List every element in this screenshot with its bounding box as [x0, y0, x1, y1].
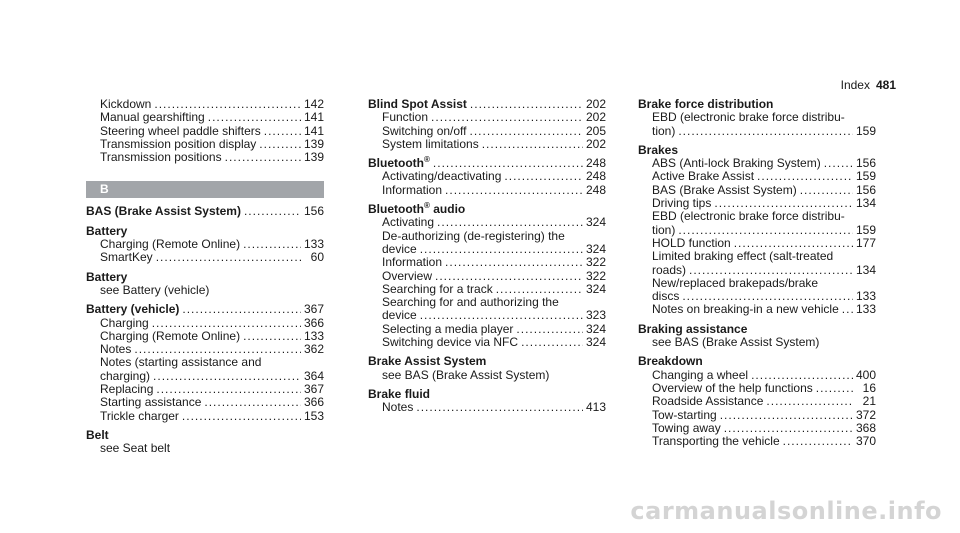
index-subentry: discs ..... 133 — [638, 290, 876, 303]
index-subentry: Steering wheel paddle shifters ..... 141 — [86, 125, 324, 138]
index-subentry: charging) ..... 364 — [86, 370, 324, 383]
index-subentry: SmartKey ..... 60 — [86, 251, 324, 264]
index-subentry: Manual gearshifting ..... 141 — [86, 111, 324, 124]
index-subentry: Charging (Remote Online) ..... 133 — [86, 330, 324, 343]
index-subentry: Activating ..... 324 — [368, 216, 606, 229]
index-subentry-line: Limited braking effect (salt-treated — [652, 249, 834, 264]
index-subentry-line: Notes (starting assistance and — [100, 355, 262, 370]
index-subentry: Replacing ..... 367 — [86, 383, 324, 396]
index-subentry: Searching for a track ..... 324 — [368, 283, 606, 296]
watermark: carmanualsonline.info — [630, 497, 942, 525]
index-subentry: Activating/deactivating ..... 248 — [368, 170, 606, 183]
see-reference: see Seat belt — [100, 441, 171, 456]
page-header — [841, 78, 896, 92]
index-subentry: Overview ..... 322 — [368, 270, 606, 283]
index-column-2 — [368, 98, 606, 415]
index-subentry: Switching device via NFC ..... 324 — [368, 336, 606, 349]
index-subentry: Notes ..... 413 — [368, 401, 606, 414]
index-heading: Brake fluid — [368, 386, 431, 401]
index-subentry-line: De-authorizing (de-registering) the — [382, 228, 565, 243]
index-subentry: Towing away ..... 368 — [638, 422, 876, 435]
index-subentry: Notes ..... 362 — [86, 343, 324, 356]
index-column-1 — [86, 98, 324, 456]
index-subentry: Active Brake Assist ..... 159 — [638, 170, 876, 183]
index-subentry: Transporting the vehicle ..... 370 — [638, 435, 876, 448]
index-subentry: Kickdown ..... 142 — [86, 98, 324, 111]
index-subentry: device ..... 324 — [368, 243, 606, 256]
index-subentry: Trickle charger ..... 153 — [86, 410, 324, 423]
section-title: Index — [840, 78, 870, 92]
index-subentry: roads) ..... 134 — [638, 264, 876, 277]
index-subentry: System limitations ..... 202 — [368, 138, 606, 151]
index-heading: Brake Assist System — [368, 354, 487, 369]
index-heading: Belt — [86, 427, 109, 442]
index-subentry: Function ..... 202 — [368, 111, 606, 124]
index-subentry: Transmission position display ..... 139 — [86, 138, 324, 151]
index-subentry: Roadside Assistance ..... 21 — [638, 395, 876, 408]
index-heading: Brakes — [638, 142, 679, 157]
index-subentry: ABS (Anti-lock Braking System) ..... 156 — [638, 157, 876, 170]
page-number: 481 — [875, 78, 896, 92]
index-heading: Battery — [86, 269, 128, 284]
index-heading: BAS (Brake Assist System) ..... 156 — [86, 205, 324, 218]
index-subentry: Starting assistance ..... 366 — [86, 396, 324, 409]
index-subentry: tion) ..... 159 — [638, 224, 876, 237]
index-subentry-line: EBD (electronic brake force distribu- — [652, 110, 845, 125]
index-subentry: Information ..... 248 — [368, 184, 606, 197]
index-subentry: Transmission positions ..... 139 — [86, 151, 324, 164]
index-heading: Brake force distribution — [638, 97, 774, 111]
index-subentry: Driving tips ..... 134 — [638, 197, 876, 210]
index-subentry: Charging (Remote Online) ..... 133 — [86, 238, 324, 251]
index-subentry-line: EBD (electronic brake force distribu- — [652, 209, 845, 224]
index-subentry: device ..... 323 — [368, 309, 606, 322]
index-subentry-line: Searching for and authorizing the — [382, 295, 559, 310]
index-heading: Battery — [86, 223, 128, 238]
index-subentry: Tow-starting ..... 372 — [638, 409, 876, 422]
index-subentry: tion) ..... 159 — [638, 125, 876, 138]
index-subentry-line: New/replaced brakepads/brake — [652, 275, 819, 290]
index-subentry: Information ..... 322 — [368, 256, 606, 269]
see-reference: see Battery (vehicle) — [100, 282, 210, 297]
index-subentry: BAS (Brake Assist System) ..... 156 — [638, 184, 876, 197]
index-subentry: Overview of the help functions ..... 16 — [638, 382, 876, 395]
index-subentry: Changing a wheel ..... 400 — [638, 369, 876, 382]
index-heading: Battery (vehicle) ..... 367 — [86, 303, 324, 316]
index-heading: Braking assistance — [638, 321, 748, 336]
index-subentry: Selecting a media player ..... 324 — [368, 323, 606, 336]
index-column-3 — [638, 98, 876, 448]
index-subentry: Notes on breaking-in a new vehicle ..... 133 — [638, 303, 876, 316]
letter-divider: B — [86, 181, 324, 198]
index-heading: Bluetooth® audio — [368, 201, 466, 217]
index-heading: Breakdown — [638, 354, 703, 369]
index-heading: Bluetooth® ..... 248 — [368, 157, 606, 170]
index-subentry: HOLD function ..... 177 — [638, 237, 876, 250]
index-heading: Blind Spot Assist ..... 202 — [368, 98, 606, 111]
index-subentry: Charging ..... 366 — [86, 317, 324, 330]
see-reference: see BAS (Brake Assist System) — [652, 335, 820, 350]
see-reference: see BAS (Brake Assist System) — [382, 367, 550, 382]
index-subentry: Switching on/off ..... 205 — [368, 125, 606, 138]
